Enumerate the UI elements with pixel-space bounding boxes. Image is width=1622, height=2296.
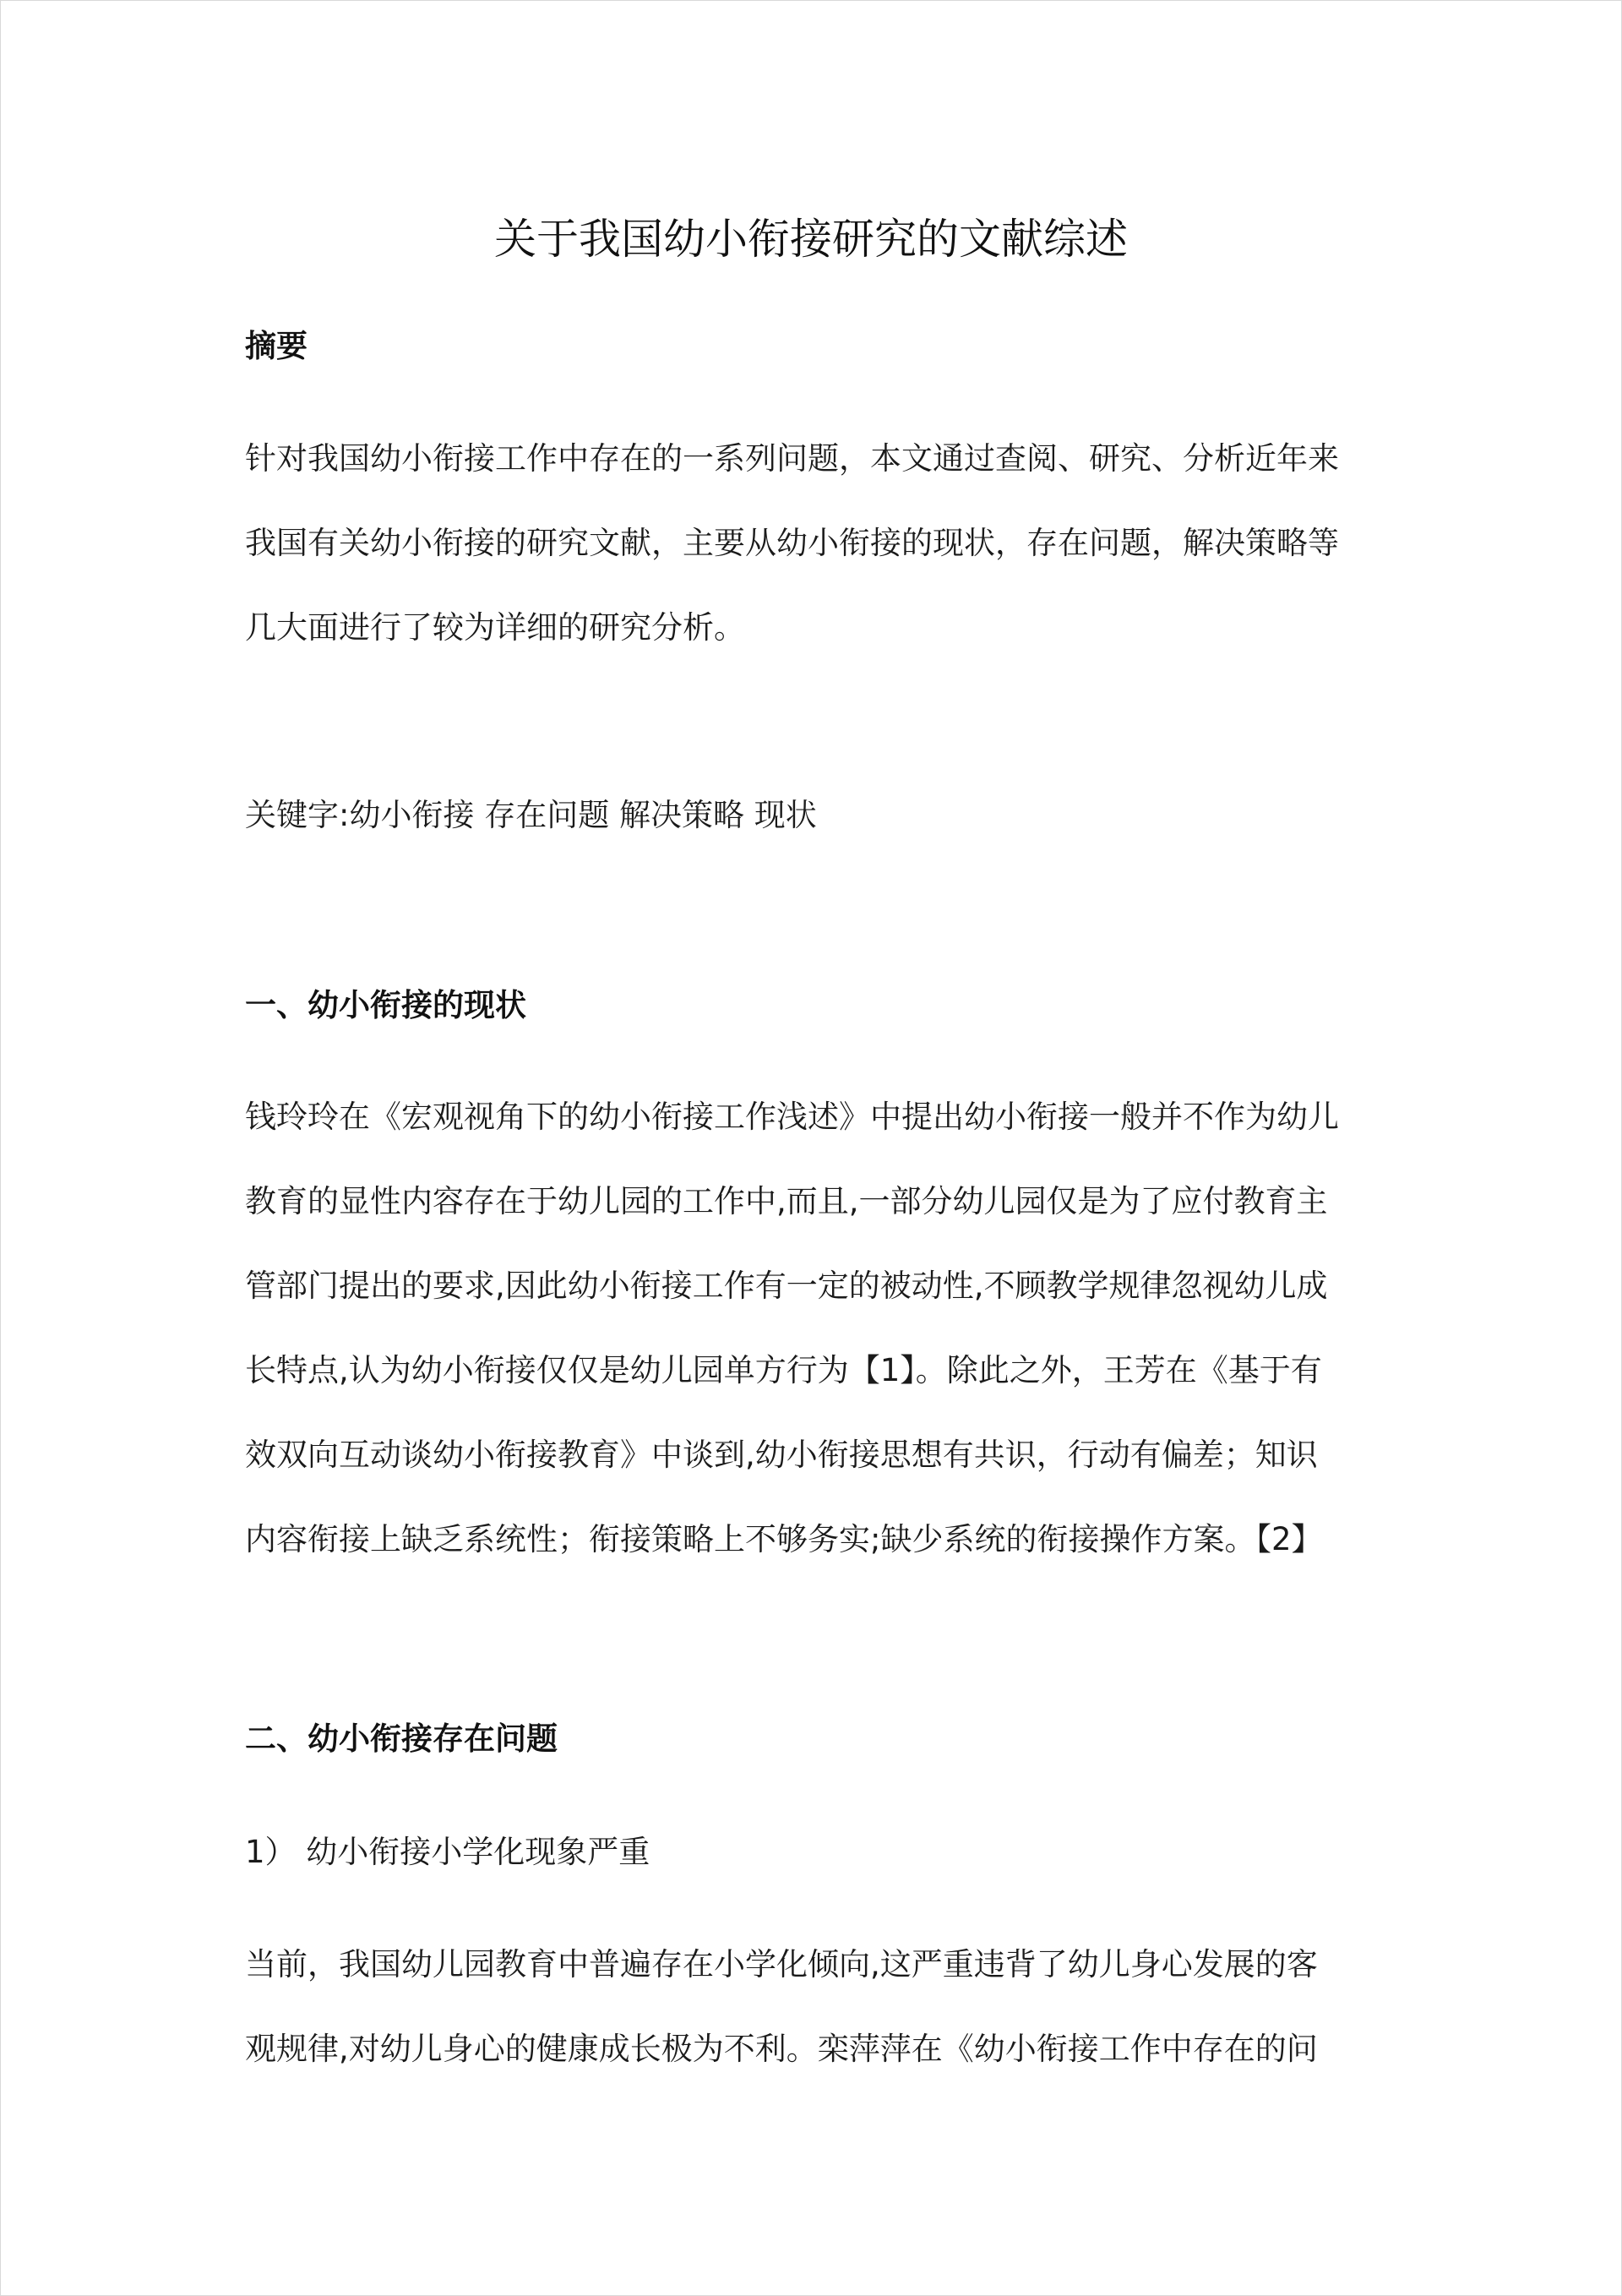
- section2-heading: 二、幼小衔接存在问题: [245, 1721, 558, 1757]
- section2-subheading: 1） 幼小衔接小学化现象严重: [245, 1834, 650, 1870]
- abstract-line: 几大面进行了较为详细的研究分析。: [245, 609, 745, 646]
- section1-line: 长特点,认为幼小衔接仅仅是幼儿园单方行为【1】。除此之外，王芳在《基于有: [245, 1352, 1322, 1388]
- abstract-paragraph: [245, 417, 1377, 670]
- section1-line: 钱玲玲在《宏观视角下的幼小衔接工作浅述》中提出幼小衔接一般并不作为幼儿: [245, 1099, 1339, 1135]
- section2-paragraph: [245, 1922, 1377, 2091]
- section1-heading: 一、幼小衔接的现状: [245, 987, 526, 1023]
- section1-paragraph: [245, 1075, 1377, 1582]
- abstract-heading: 摘要: [245, 328, 308, 364]
- section1-line: 效双向互动谈幼小衔接教育》中谈到,幼小衔接思想有共识，行动有偏差；知识: [245, 1437, 1318, 1473]
- section2-line: 当前，我国幼儿园教育中普遍存在小学化倾向,这严重违背了幼儿身心发展的客: [245, 1946, 1318, 1982]
- abstract-line: 针对我国幼小衔接工作中存在的一系列问题，本文通过查阅、研究、分析近年来: [245, 440, 1339, 477]
- abstract-line: 我国有关幼小衔接的研究文献，主要从幼小衔接的现状，存在问题，解决策略等: [245, 525, 1339, 561]
- section1-line: 内容衔接上缺乏系统性；衔接策略上不够务实;缺少系统的衔接操作方案。【2】: [245, 1521, 1323, 1557]
- document-title: 关于我国幼小衔接研究的文献综述: [494, 215, 1128, 264]
- section1-line: 教育的显性内容存在于幼儿园的工作中,而且,一部分幼儿园仅是为了应付教育主: [245, 1183, 1328, 1219]
- section1-line: 管部门提出的要求,因此幼小衔接工作有一定的被动性,不顾教学规律忽视幼儿成: [245, 1268, 1328, 1304]
- section2-line: 观规律,对幼儿身心的健康成长极为不利。栾萍萍在《幼小衔接工作中存在的问: [245, 2031, 1318, 2067]
- keywords-line: 关键字:幼小衔接 存在问题 解决策略 现状: [245, 797, 817, 833]
